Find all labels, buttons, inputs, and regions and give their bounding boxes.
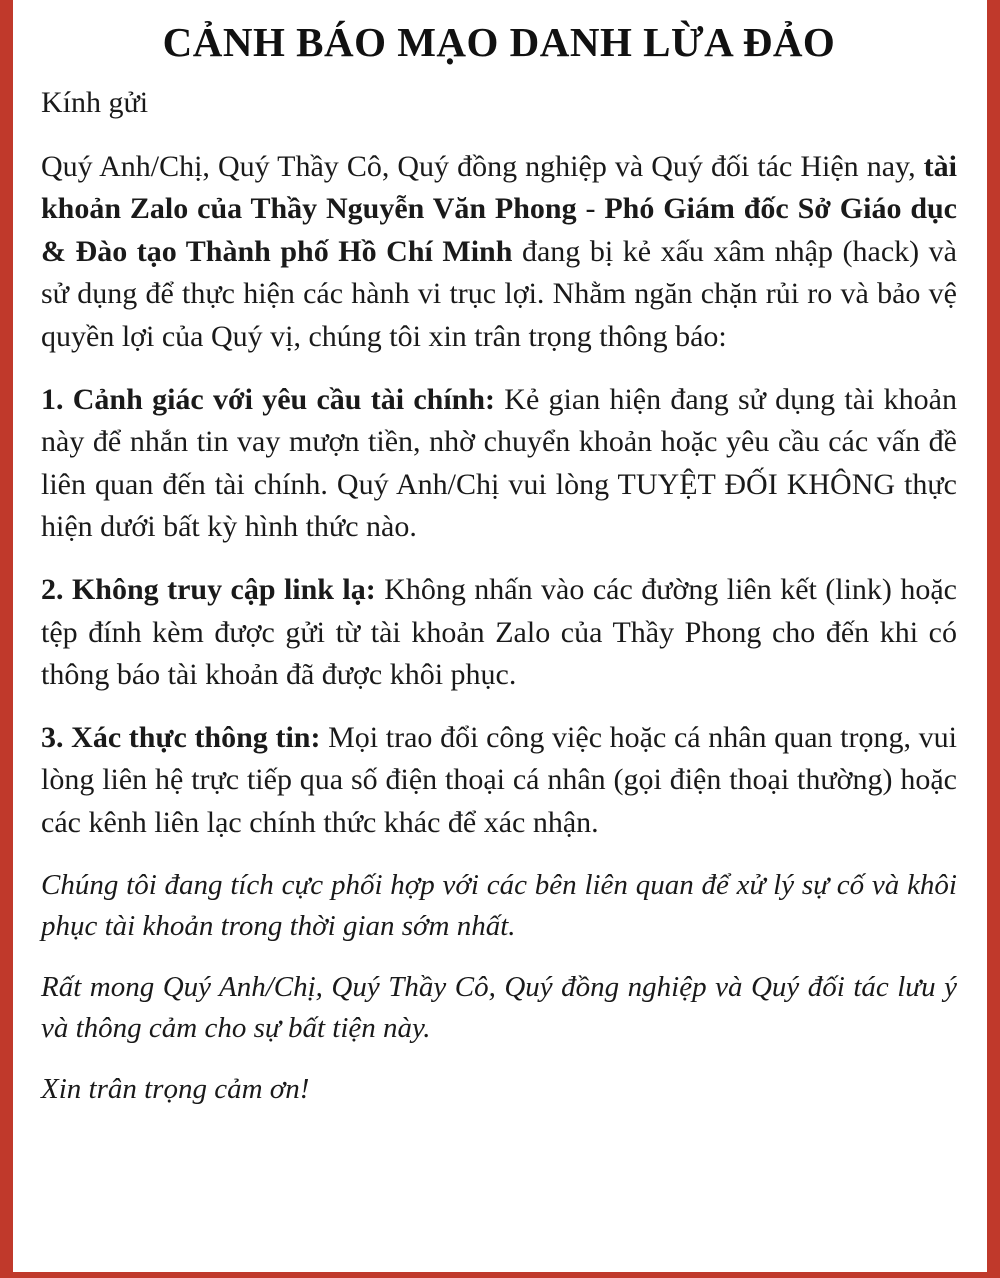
item-3-text: Mọi trao đổi công việc hoặc cá nhân quan trọng, vui lòng liên hệ trực tiếp qua số điện thoại cá nhân (gọi điện thoại thường) hoặc các kênh liên lạc chính thức khác để xác nhận. [41, 720, 957, 839]
intro-text-part1: Quý Anh/Chị, Quý Thầy Cô, Quý đồng nghiệp và Quý đối tác Hiện nay, [41, 149, 924, 183]
intro-paragraph [41, 146, 957, 359]
note-paragraph-1: Chúng tôi đang tích cực phối hợp với các bên liên quan để xử lý sự cố và khôi phục tài khoản trong thời gian sớm nhất. [41, 868, 957, 942]
intro-bold-title: Phó Giám đốc Sở Giáo dục & Đào tạo Thành phố Hồ Chí Minh [41, 192, 957, 268]
notice-content [13, 0, 987, 1278]
item-1-text: Kẻ gian hiện đang sử dụng tài khoản này để nhắn tin vay mượn tiền, nhờ chuyển khoản hoặc yêu cầu các vấn đề liên quan đến tài chính. Quý Anh/Chị vui lòng TUYỆT ĐỐI KHÔNG thực hiện dưới bất kỳ hình thức nào. [41, 382, 957, 544]
item-2-text: Không nhấn vào các đường liên kết (link) hoặc tệp đính kèm được gửi từ tài khoản Zalo của Thầy Phong cho đến khi có thông báo tài khoản đã được khôi phục. [41, 572, 957, 692]
item-2-heading: 2. Không truy cập link lạ: [41, 572, 376, 606]
intro-text-part2: - [576, 192, 605, 226]
item-3-heading: 3. Xác thực thông tin: [41, 720, 321, 754]
closing-line: Xin trân trọng cảm ơn! [41, 1073, 310, 1106]
list-item [41, 717, 957, 845]
item-1-heading: 1. Cảnh giác với yêu cầu tài chính: [41, 382, 496, 416]
salutation: Kính gửi [41, 86, 149, 120]
page-title: CẢNH BÁO MẠO DANH LỪA ĐẢO [162, 19, 836, 65]
intro-bold-account: tài khoản Zalo của Thầy Nguyễn Văn Phong [41, 149, 957, 226]
list-item [41, 569, 957, 697]
list-item [41, 379, 957, 549]
intro-text-part3: đang bị kẻ xấu xâm nhập (hack) và sử dụng để thực hiện các hành vi trục lợi. Nhằm ngăn chặn rủi ro và bảo vệ quyền lợi của Quý vị, chúng tôi xin trân trọng thông báo: [41, 234, 957, 353]
bottom-accent-rule [13, 1272, 987, 1278]
note-paragraph-2: Rất mong Quý Anh/Chị, Quý Thầy Cô, Quý đồng nghiệp và Quý đối tác lưu ý và thông cảm cho sự bất tiện này. [41, 970, 957, 1045]
